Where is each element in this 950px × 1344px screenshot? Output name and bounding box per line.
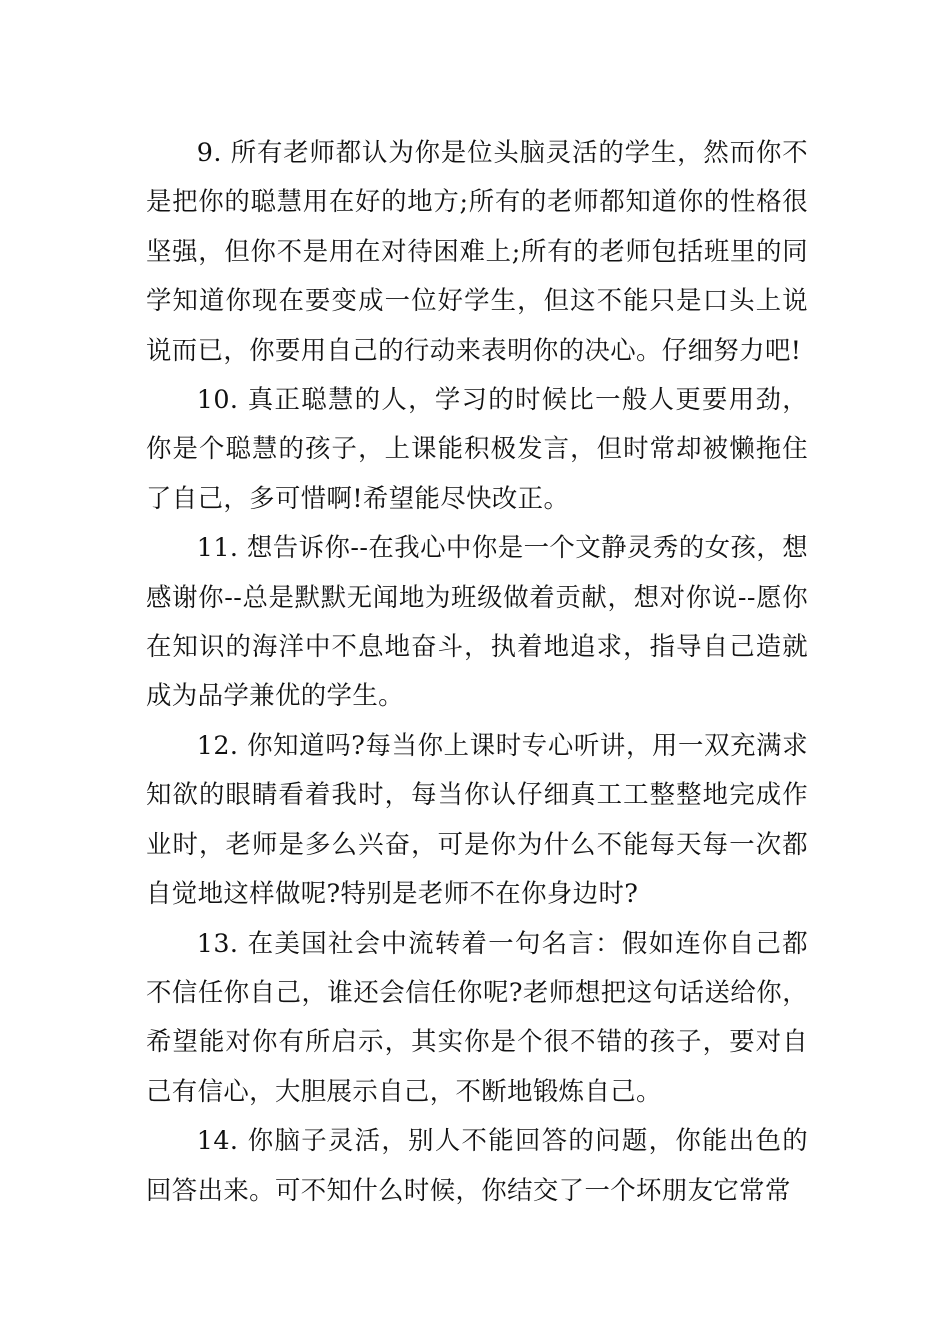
comment-paragraph-13: 13. 在美国社会中流转着一句名言：假如连你自己都不信任你自己，谁还会信任你呢?老师想把这句话送给你，希望能对你有所启示，其实你是个很不错的孩子，要对自己有信心，大胆展示自己，不断地锻炼自己。 — [146, 927, 808, 1106]
comment-paragraph-11: 11. 想告诉你--在我心中你是一个文静灵秀的女孩，想感谢你--总是默默无闻地为班级做着贡献，想对你说--愿你在知识的海洋中不息地奋斗，执着地追求，指导自己造就成为品学兼优的学生。 — [146, 532, 808, 711]
comment-paragraph-12: 12. 你知道吗?每当你上课时专心听讲，用一双充满求知欲的眼睛看着我时，每当你认仔细真工工整整地完成作业时，老师是多么兴奋，可是你为什么不能每天每一次都自觉地这样做呢?特别是老师不在你身边时? — [146, 729, 808, 909]
comment-paragraph-9: 9. 所有老师都认为你是位头脑灵活的学生，然而你不是把你的聪慧用在好的地方;所有的老师都知道你的性格很坚强，但你不是用在对待困难上;所有的老师包括班里的同学知道你现在要变成一位好学生，但这不能只是口头上说说而已，你要用自己的行动来表明你的决心。仔细努力吧! — [146, 137, 808, 365]
comment-paragraph-14: 14. 你脑子灵活，别人不能回答的问题，你能出色的回答出来。可不知什么时候，你结交了一个坏朋友它常常 — [146, 1125, 808, 1205]
document-page — [146, 128, 808, 1215]
comment-paragraph-10: 10. 真正聪慧的人，学习的时候比一般人更要用劲，你是个聪慧的孩子，上课能积极发言，但时常却被懒拖住了自己，多可惜啊!希望能尽快改正。 — [146, 384, 808, 513]
